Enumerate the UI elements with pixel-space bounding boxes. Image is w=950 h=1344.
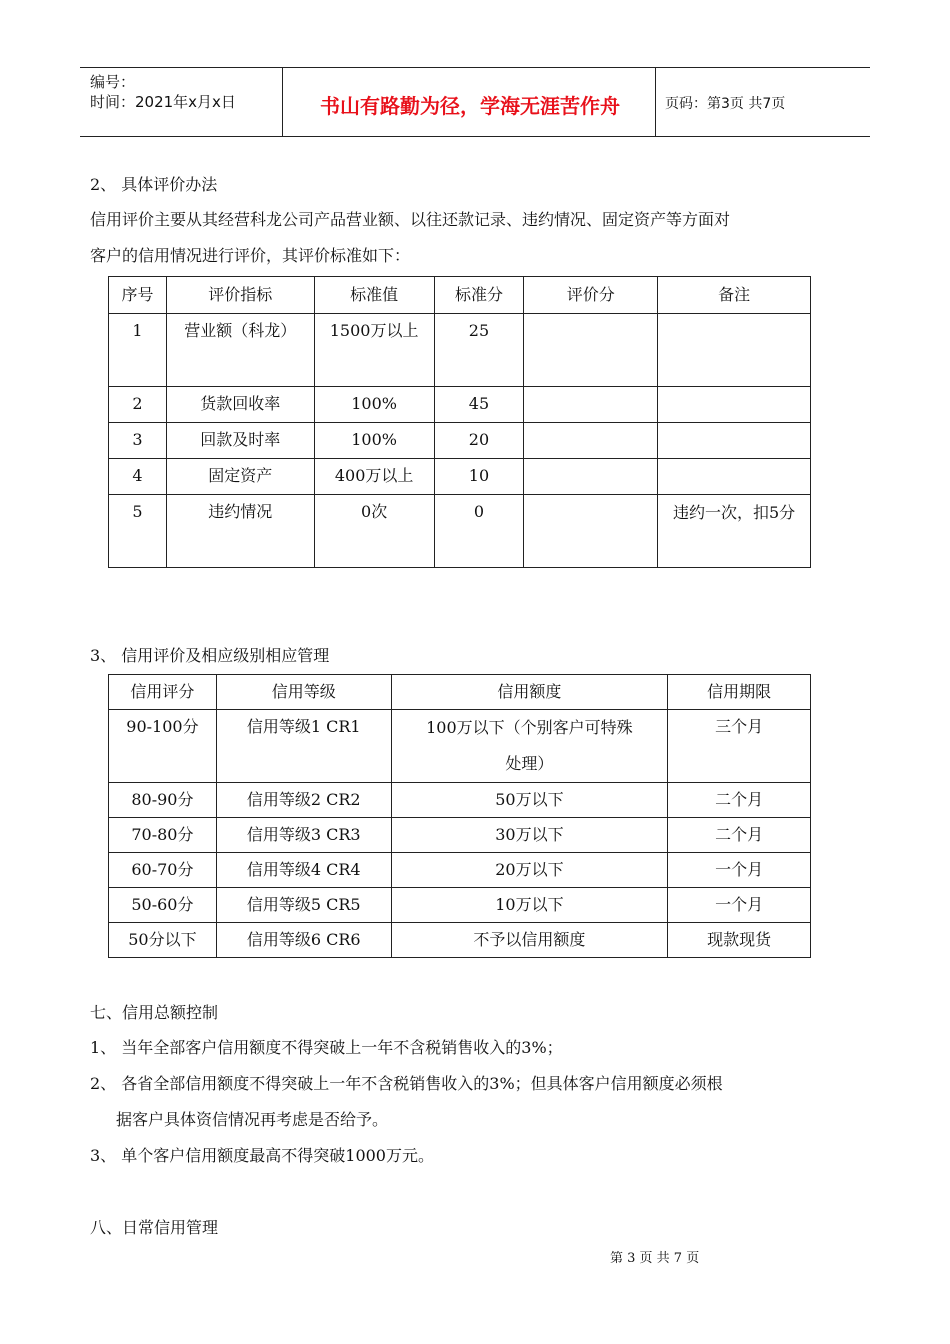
table-cell: 100% [314, 423, 434, 459]
table-cell [524, 423, 658, 459]
section-7-heading: 七、信用总额控制 [90, 1003, 219, 1022]
table-row [109, 710, 811, 783]
table-header-row [109, 277, 811, 314]
table-cell: 1500万以上 [314, 314, 434, 387]
table-cell: 400万以上 [314, 459, 434, 495]
table-cell: 50万以下 [391, 783, 668, 818]
table-cell: 80-90分 [109, 783, 217, 818]
table-cell: 0次 [314, 495, 434, 568]
section-8-heading: 八、日常信用管理 [90, 1218, 219, 1237]
table-header-cell: 信用期限 [668, 675, 811, 710]
table-cell: 二个月 [668, 783, 811, 818]
table-cell: 45 [434, 387, 524, 423]
section-2-heading: 2、 具体评价办法 [90, 175, 218, 194]
table-cell: 信用等级2 CR2 [216, 783, 391, 818]
section-2-intro-line1: 信用评价主要从其经营科龙公司产品营业额、以往还款记录、违约情况、固定资产等方面对 [90, 210, 731, 229]
section-7-item-1: 1、 当年全部客户信用额度不得突破上一年不含税销售收入的3%； [90, 1038, 563, 1057]
table-header-cell: 评价分 [524, 277, 658, 314]
table-cell: 20万以下 [391, 853, 668, 888]
table-cell [658, 314, 811, 387]
table-cell [524, 495, 658, 568]
page-header [80, 67, 870, 137]
table-cell: 90-100分 [109, 710, 217, 783]
table-cell: 50-60分 [109, 888, 217, 923]
table-row [109, 387, 811, 423]
table-row [109, 783, 811, 818]
table-cell: 1 [109, 314, 167, 387]
table-cell: 营业额（科龙） [166, 314, 314, 387]
table-cell: 10 [434, 459, 524, 495]
table-cell: 20 [434, 423, 524, 459]
table-cell: 60-70分 [109, 853, 217, 888]
table-cell: 一个月 [668, 853, 811, 888]
table-cell: 30万以下 [391, 818, 668, 853]
section-7-item-3: 3、 单个客户信用额度最高不得突破1000万元。 [90, 1146, 434, 1165]
table-cell [524, 387, 658, 423]
table-cell: 信用等级3 CR3 [216, 818, 391, 853]
header-motto: 书山有路勤为径，学海无涯苦作舟 [320, 94, 620, 118]
credit-level-table [108, 674, 811, 958]
table-cell: 5 [109, 495, 167, 568]
table-cell: 违约一次，扣5分 [658, 495, 811, 568]
table-cell [658, 387, 811, 423]
section-7-item-2: 2、 各省全部信用额度不得突破上一年不含税销售收入的3%；但具体客户信用额度必须根 [90, 1074, 723, 1093]
table-cell [658, 459, 811, 495]
table-header-cell: 信用额度 [391, 675, 668, 710]
footer-page-number: 第 3 页 共 7 页 [610, 1251, 700, 1266]
table-cell: 100% [314, 387, 434, 423]
table-cell: 现款现货 [668, 923, 811, 958]
table-header-cell: 标准分 [434, 277, 524, 314]
table-header-cell: 序号 [109, 277, 167, 314]
table-cell: 回款及时率 [166, 423, 314, 459]
header-divider [282, 68, 283, 136]
table-header-row [109, 675, 811, 710]
header-time: 时间：2021年x月x日 [90, 93, 236, 111]
table-cell: 三个月 [668, 710, 811, 783]
table-row [109, 495, 811, 568]
table-row [109, 459, 811, 495]
table-cell: 3 [109, 423, 167, 459]
table-cell: 固定资产 [166, 459, 314, 495]
table-row [109, 314, 811, 387]
table-cell: 二个月 [668, 818, 811, 853]
table-cell: 0 [434, 495, 524, 568]
header-page-number: 页码：第3页 共7页 [665, 96, 786, 112]
header-divider [655, 68, 656, 136]
table-row [109, 818, 811, 853]
table-cell: 信用等级4 CR4 [216, 853, 391, 888]
table-header-cell: 信用评分 [109, 675, 217, 710]
table-cell: 2 [109, 387, 167, 423]
table-cell: 违约情况 [166, 495, 314, 568]
table-cell: 50分以下 [109, 923, 217, 958]
table-row [109, 923, 811, 958]
evaluation-criteria-table [108, 276, 811, 568]
table-header-cell: 信用等级 [216, 675, 391, 710]
section-7-item-2-continued: 据客户具体资信情况再考虑是否给予。 [116, 1110, 389, 1129]
table-cell: 一个月 [668, 888, 811, 923]
table-header-cell: 标准值 [314, 277, 434, 314]
table-header-cell: 评价指标 [166, 277, 314, 314]
section-3-heading: 3、 信用评价及相应级别相应管理 [90, 646, 330, 665]
table-row [109, 888, 811, 923]
table-cell: 4 [109, 459, 167, 495]
table-cell: 不予以信用额度 [391, 923, 668, 958]
table-cell: 货款回收率 [166, 387, 314, 423]
table-cell: 信用等级1 CR1 [216, 710, 391, 783]
table-cell: 70-80分 [109, 818, 217, 853]
table-cell: 100万以下（个别客户可特殊处理） [391, 710, 668, 783]
table-cell: 10万以下 [391, 888, 668, 923]
header-meta [90, 72, 236, 112]
table-cell: 25 [434, 314, 524, 387]
table-cell: 信用等级5 CR5 [216, 888, 391, 923]
header-number: 编号： [90, 73, 136, 91]
table-cell [524, 314, 658, 387]
table-row [109, 423, 811, 459]
table-header-cell: 备注 [658, 277, 811, 314]
table-cell [524, 459, 658, 495]
table-cell [658, 423, 811, 459]
section-2-intro-line2: 客户的信用情况进行评价，其评价标准如下： [90, 246, 411, 265]
table-cell: 信用等级6 CR6 [216, 923, 391, 958]
table-row [109, 853, 811, 888]
